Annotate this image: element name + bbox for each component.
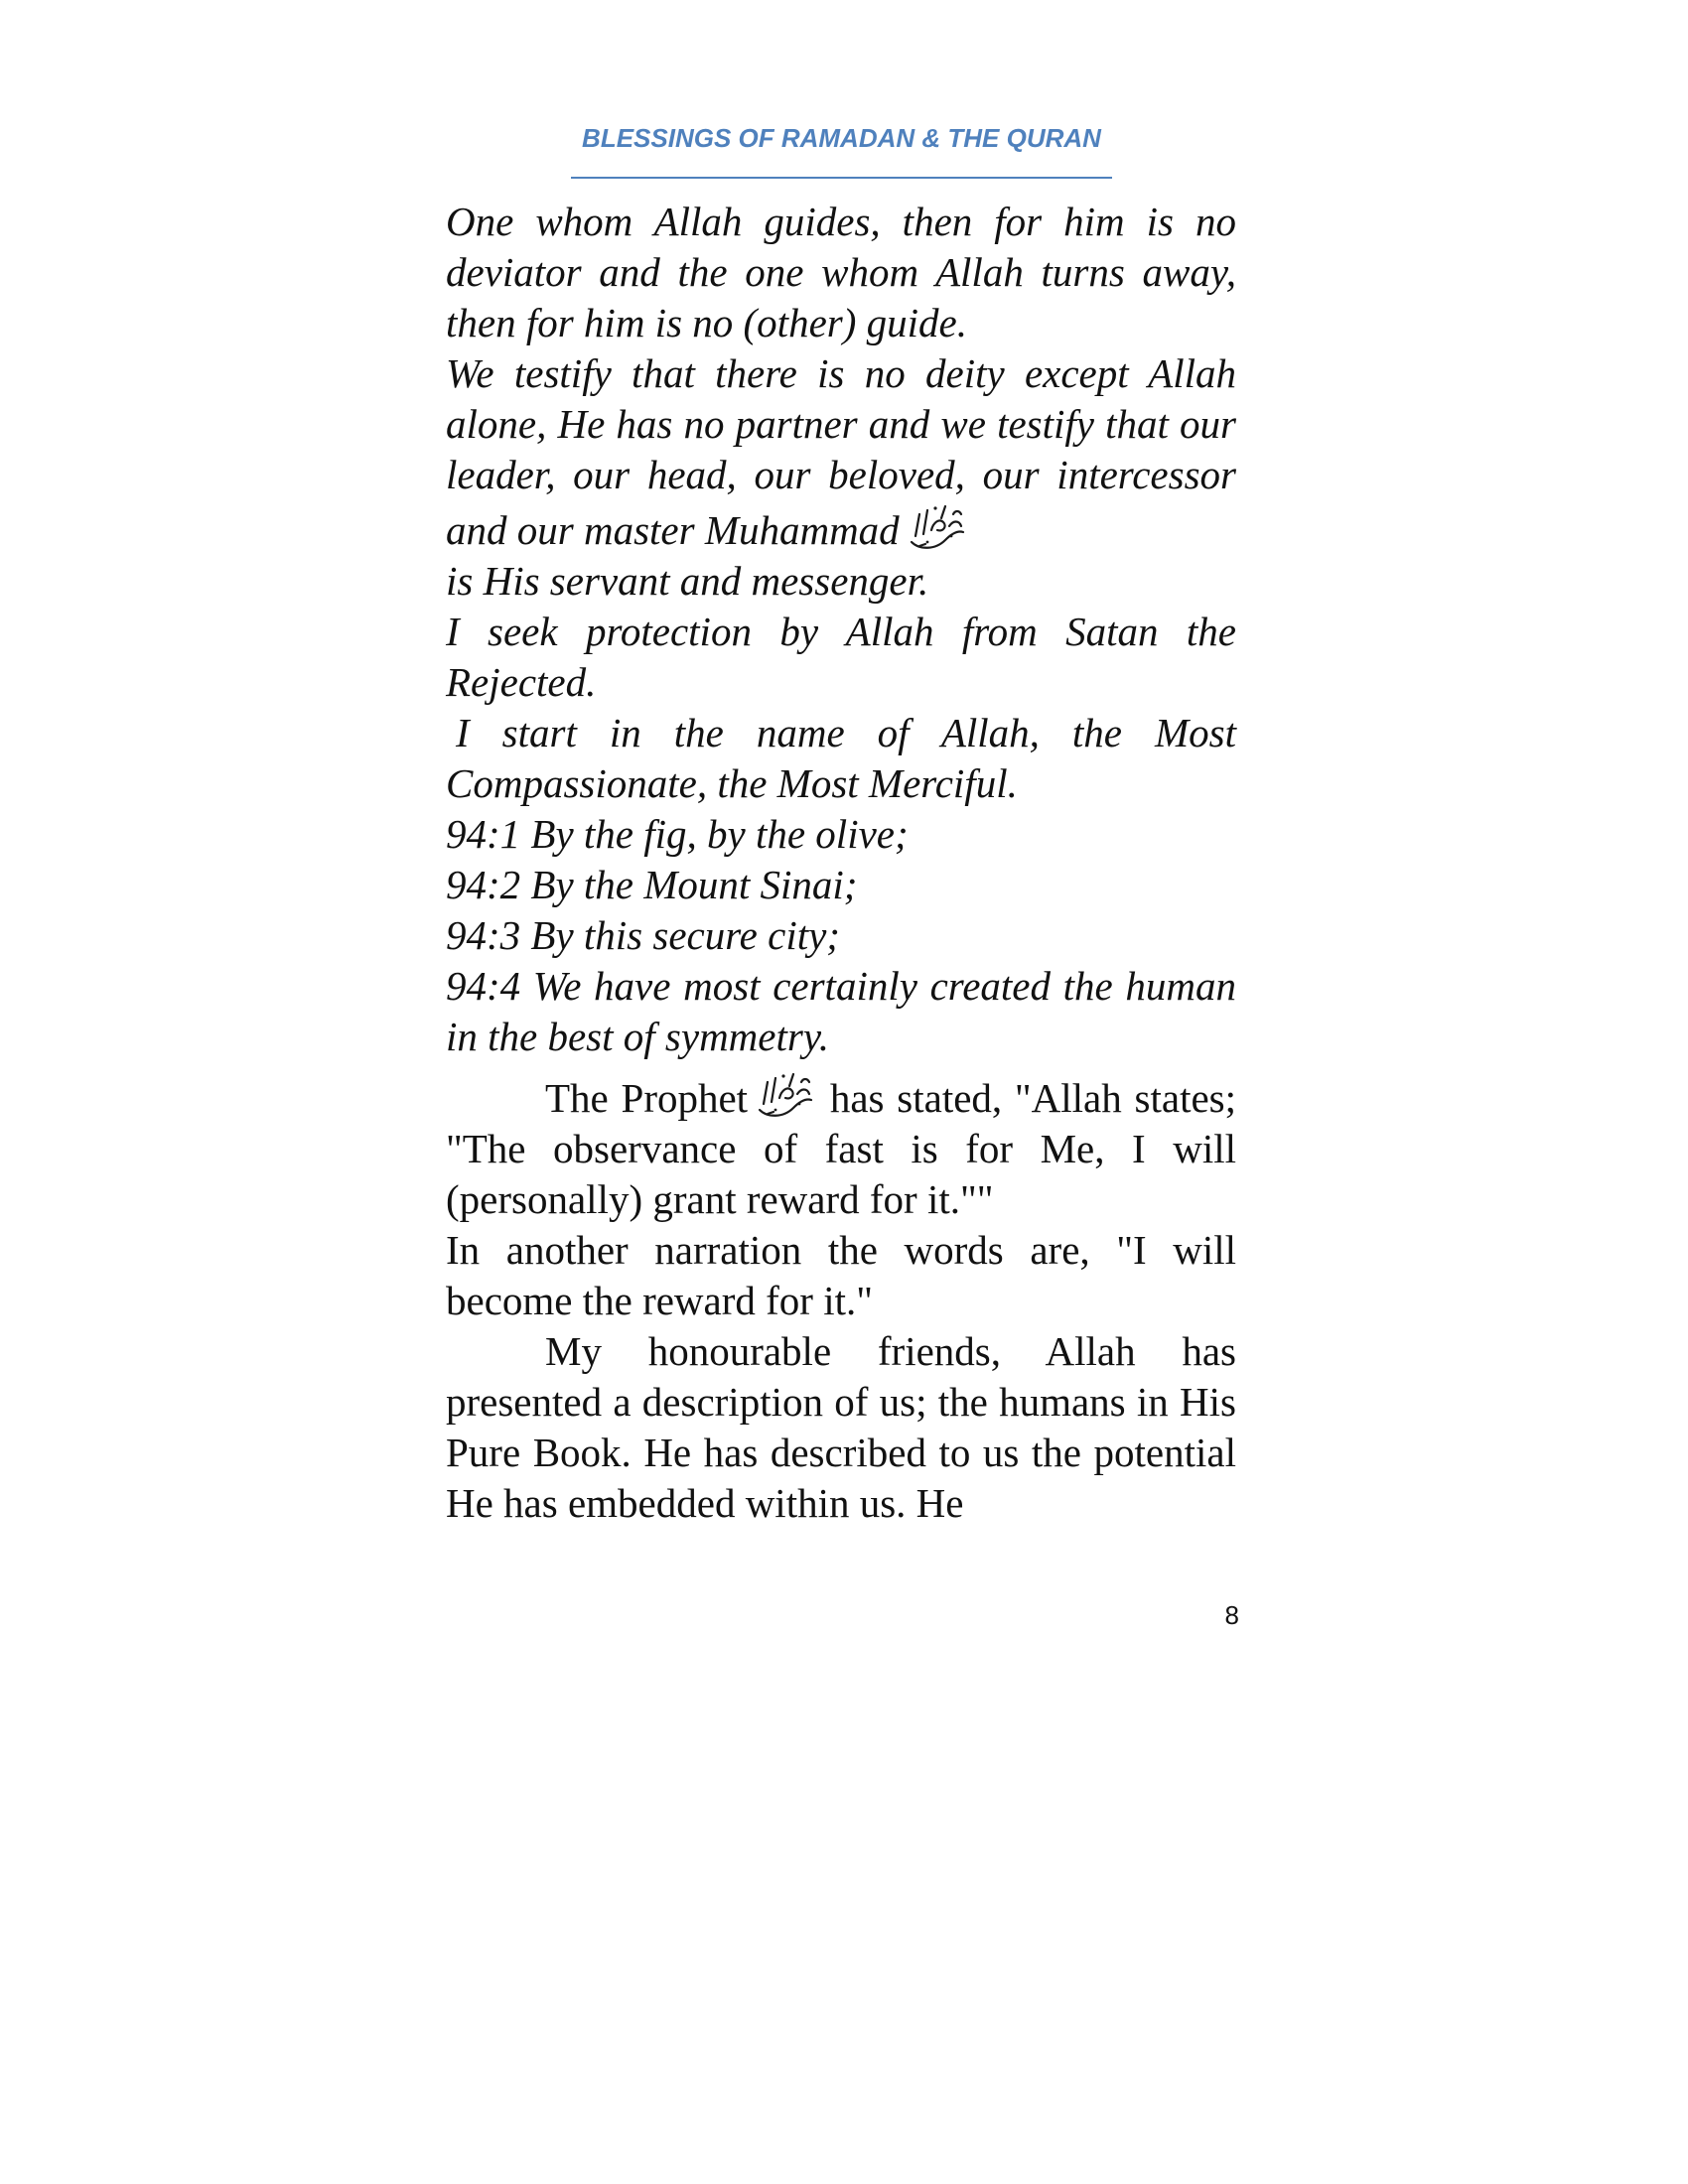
salawat-calligraphy-icon	[906, 500, 969, 554]
verse-94-3: 94:3 By this secure city;	[446, 912, 840, 958]
running-header: BLESSINGS OF RAMADAN & THE QURAN	[582, 123, 1101, 153]
verse-94-1: 94:1 By the fig, by the olive;	[446, 811, 909, 857]
paragraph-basmala: I start in the name of Allah, the Most Compassionate, the Most Merciful.	[446, 710, 1236, 806]
page-number: 8	[1224, 1600, 1239, 1630]
verse-94-4: 94:4 We have most certainly created the human in the best of symmetry.	[446, 963, 1236, 1059]
hadith-intro: The Prophet	[545, 1075, 749, 1121]
paragraph-testimony	[446, 348, 1236, 556]
verse-94-2: 94:2 By the Mount Sinai;	[446, 862, 858, 907]
paragraph-narration: In another narration the words are, "I will become the reward for it."	[446, 1227, 1236, 1323]
testimony-text: We testify that there is no deity except Allah alone, He has no partner and we testify that our leader, our head, our beloved, our intercessor and our master Muhammad	[446, 350, 1236, 553]
paragraph-hadith	[446, 1068, 1236, 1225]
header-rule	[571, 177, 1112, 179]
salawat-calligraphy-icon	[754, 1068, 817, 1122]
paragraph-guidance: One whom Allah guides, then for him is no deviator and the one whom Allah turns away, then for him is no (other) guide.	[446, 199, 1236, 345]
hadith-text: has stated, "Allah states; "The observance of fast is for Me, I will (personally) grant reward for it.""	[446, 1075, 1237, 1222]
paragraph-friends: My honourable friends, Allah has presented a description of us; the humans in His Pure Book. He has described to us the potential He has embedded within us. He	[446, 1328, 1236, 1526]
body-text	[446, 197, 1236, 1529]
paragraph-protection: I seek protection by Allah from Satan the Rejected.	[446, 609, 1236, 705]
paragraph-servant: is His servant and messenger.	[446, 558, 929, 604]
